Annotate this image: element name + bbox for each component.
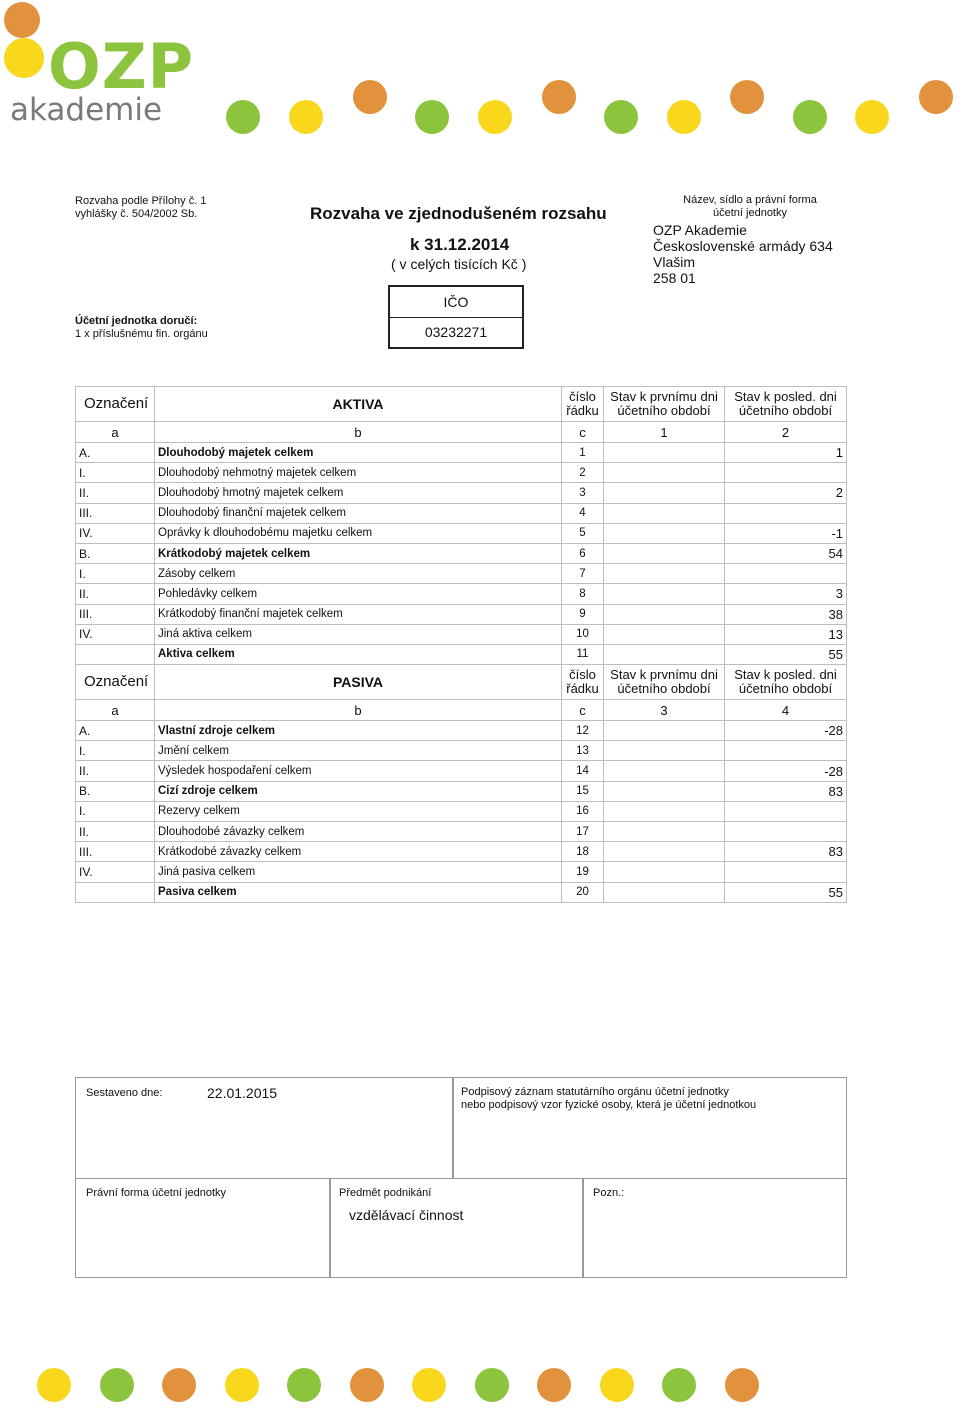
decorative-dot: [353, 80, 387, 114]
row-designation: IV.: [76, 624, 155, 644]
table-row: [76, 801, 847, 821]
logo-orange-dot: [4, 2, 40, 38]
row-value-end: 55: [725, 644, 847, 664]
row-name: Jiná pasiva celkem: [155, 862, 562, 882]
row-designation: [76, 882, 155, 902]
entity-label-line: Název, sídlo a právní forma: [683, 194, 817, 206]
table-row: [76, 721, 847, 741]
business-label: Předmět podnikání: [339, 1187, 432, 1199]
row-value-start: [604, 483, 725, 503]
row-designation: I.: [76, 801, 155, 821]
pasiva-subheader-cell: c: [562, 700, 604, 721]
decorative-dot: [667, 100, 701, 134]
row-value-start: [604, 761, 725, 781]
decorative-dot: [350, 1368, 384, 1402]
row-designation: A.: [76, 721, 155, 741]
row-number: 16: [562, 801, 604, 821]
row-designation: IV.: [76, 862, 155, 882]
row-value-end: 2: [725, 483, 847, 503]
row-value-end: [725, 822, 847, 842]
table-row: [76, 822, 847, 842]
business-value: vzdělávací činnost: [349, 1207, 464, 1223]
law-reference: [75, 195, 206, 221]
row-name: Krátkodobý finanční majetek celkem: [155, 604, 562, 624]
row-value-end: 3: [725, 584, 847, 604]
table-row: [76, 761, 847, 781]
row-value-end: [725, 862, 847, 882]
row-number: 19: [562, 862, 604, 882]
row-number: 20: [562, 882, 604, 902]
pasiva-subheader-cell: 3: [604, 700, 725, 721]
row-value-end: 54: [725, 543, 847, 563]
document-title: Rozvaha ve zjednodušeném rozsahu: [310, 204, 607, 223]
table-row: [76, 543, 847, 563]
decorative-dot: [415, 100, 449, 134]
row-number: 7: [562, 564, 604, 584]
row-value-start: [604, 624, 725, 644]
logo-subtitle: akademie: [10, 92, 163, 128]
decorative-dot: [475, 1368, 509, 1402]
row-value-start: [604, 523, 725, 543]
row-value-end: [725, 463, 847, 483]
decorative-dot: [287, 1368, 321, 1402]
decorative-dot: [730, 80, 764, 114]
signature-label-line: Podpisový záznam statutárního orgánu účetní jednotky: [461, 1086, 729, 1098]
row-value-start: [604, 443, 725, 463]
decorative-dot: [226, 100, 260, 134]
row-value-start: [604, 604, 725, 624]
table-row: [76, 741, 847, 761]
row-designation: III.: [76, 503, 155, 523]
table-row: [76, 463, 847, 483]
row-value-end: [725, 801, 847, 821]
pasiva-header-cell: číslo řádku: [562, 665, 604, 700]
row-value-end: 83: [725, 842, 847, 862]
entity-postcode: 258 01: [653, 270, 696, 286]
row-value-start: [604, 801, 725, 821]
table-row: [76, 624, 847, 644]
compiled-box: [75, 1077, 454, 1179]
aktiva-header-cell: Stav k prvnímu dni účetního období: [604, 387, 725, 422]
row-value-end: -28: [725, 761, 847, 781]
row-value-start: [604, 644, 725, 664]
table-row: [76, 584, 847, 604]
decorative-dot: [37, 1368, 71, 1402]
law-reference-line: Rozvaha podle Přílohy č. 1: [75, 195, 207, 207]
table-row: [76, 523, 847, 543]
table-row: [76, 862, 847, 882]
entity-name: OZP Akademie: [653, 222, 747, 238]
row-number: 15: [562, 781, 604, 801]
balance-date: k 31.12.2014: [410, 235, 510, 254]
row-name: Dlouhodobý majetek celkem: [155, 443, 562, 463]
row-number: 9: [562, 604, 604, 624]
row-number: 11: [562, 644, 604, 664]
row-value-start: [604, 584, 725, 604]
aktiva-header-cell: Stav k posled. dni účetního období: [725, 387, 847, 422]
row-name: Aktiva celkem: [155, 644, 562, 664]
aktiva-subheader-cell: 1: [604, 422, 725, 443]
row-name: Rezervy celkem: [155, 801, 562, 821]
row-value-end: -28: [725, 721, 847, 741]
pasiva-header-cell: PASIVA: [155, 665, 562, 700]
entity-street: Československé armády 634: [653, 238, 833, 254]
table-row: [76, 483, 847, 503]
row-number: 14: [562, 761, 604, 781]
decorative-dot: [225, 1368, 259, 1402]
entity-label-line: účetní jednotky: [713, 207, 787, 219]
row-number: 12: [562, 721, 604, 741]
pasiva-subheader-row: [76, 700, 847, 721]
row-name: Dlouhodobý finanční majetek celkem: [155, 503, 562, 523]
note-box: [582, 1178, 847, 1278]
pasiva-subheader-cell: a: [76, 700, 155, 721]
table-row: [76, 842, 847, 862]
row-value-start: [604, 882, 725, 902]
units-note: ( v celých tisících Kč ): [391, 256, 527, 272]
row-number: 5: [562, 523, 604, 543]
row-name: Pohledávky celkem: [155, 584, 562, 604]
row-designation: I.: [76, 741, 155, 761]
row-number: 1: [562, 443, 604, 463]
table-row: [76, 781, 847, 801]
decorative-dot: [478, 100, 512, 134]
row-designation: III.: [76, 842, 155, 862]
row-number: 2: [562, 463, 604, 483]
decorative-dot: [289, 100, 323, 134]
decorative-dot: [542, 80, 576, 114]
row-value-start: [604, 543, 725, 563]
row-number: 8: [562, 584, 604, 604]
decorative-dot: [537, 1368, 571, 1402]
row-designation: II.: [76, 483, 155, 503]
pasiva-header-row: [76, 665, 847, 700]
row-value-end: -1: [725, 523, 847, 543]
row-value-end: [725, 741, 847, 761]
row-number: 18: [562, 842, 604, 862]
table-row: [76, 564, 847, 584]
table-row: [76, 443, 847, 463]
row-name: Oprávky k dlouhodobému majetku celkem: [155, 523, 562, 543]
row-name: Krátkodobý majetek celkem: [155, 543, 562, 563]
ico-box: [388, 285, 524, 349]
row-name: Dlouhodobý hmotný majetek celkem: [155, 483, 562, 503]
row-name: Jiná aktiva celkem: [155, 624, 562, 644]
pasiva-header-cell: Označení: [76, 665, 155, 700]
row-number: 17: [562, 822, 604, 842]
row-name: Dlouhodobé závazky celkem: [155, 822, 562, 842]
law-reference-line: vyhlášky č. 504/2002 Sb.: [75, 208, 198, 220]
row-value-end: 83: [725, 781, 847, 801]
row-value-start: [604, 463, 725, 483]
entity-label: [680, 194, 820, 220]
row-designation: II.: [76, 584, 155, 604]
row-designation: III.: [76, 604, 155, 624]
logo-brand: OZP: [48, 30, 195, 103]
compiled-label: Sestaveno dne:: [86, 1087, 163, 1099]
row-designation: B.: [76, 781, 155, 801]
row-designation: II.: [76, 822, 155, 842]
table-row: [76, 503, 847, 523]
delivery-label: Účetní jednotka doručí:: [75, 315, 198, 327]
pasiva-header-cell: Stav k posled. dni účetního období: [725, 665, 847, 700]
row-name: Zásoby celkem: [155, 564, 562, 584]
ico-value: 03232271: [424, 324, 488, 340]
row-value-start: [604, 741, 725, 761]
decorative-dot: [793, 100, 827, 134]
aktiva-header-cell: Označení: [76, 387, 155, 422]
row-value-end: 38: [725, 604, 847, 624]
aktiva-subheader-cell: b: [155, 422, 562, 443]
row-name: Výsledek hospodaření celkem: [155, 761, 562, 781]
row-value-end: [725, 503, 847, 523]
signature-label-line: nebo podpisový vzor fyzické osoby, která je účetní jednotkou: [461, 1099, 757, 1111]
row-number: 6: [562, 543, 604, 563]
pasiva-subheader-cell: 4: [725, 700, 847, 721]
decorative-dot: [100, 1368, 134, 1402]
logo-yellow-dot: [4, 38, 44, 78]
row-designation: [76, 644, 155, 664]
compiled-date: 22.01.2015: [207, 1085, 278, 1101]
ico-label: IČO: [390, 287, 522, 318]
delivery-value: 1 x příslušnému fin. orgánu: [75, 328, 208, 340]
row-name: Vlastní zdroje celkem: [155, 721, 562, 741]
balance-table: [75, 386, 847, 903]
entity-info: [653, 222, 833, 286]
decorative-dot: [919, 80, 953, 114]
row-number: 13: [562, 741, 604, 761]
row-value-end: [725, 564, 847, 584]
decorative-dot: [604, 100, 638, 134]
aktiva-header-cell: AKTIVA: [155, 387, 562, 422]
row-designation: II.: [76, 761, 155, 781]
aktiva-header-cell: číslo řádku: [562, 387, 604, 422]
decorative-dot: [412, 1368, 446, 1402]
pasiva-subheader-cell: b: [155, 700, 562, 721]
row-value-start: [604, 503, 725, 523]
legal-form-label: Právní forma účetní jednotky: [86, 1187, 227, 1199]
decorative-dot: [600, 1368, 634, 1402]
row-value-start: [604, 721, 725, 741]
entity-city: Vlašim: [653, 254, 696, 270]
row-value-start: [604, 862, 725, 882]
row-name: Cizí zdroje celkem: [155, 781, 562, 801]
legal-form-box: [75, 1178, 331, 1278]
row-number: 3: [562, 483, 604, 503]
table-row: [76, 882, 847, 902]
aktiva-subheader-row: [76, 422, 847, 443]
business-box: [329, 1178, 584, 1278]
aktiva-subheader-cell: 2: [725, 422, 847, 443]
row-name: Krátkodobé závazky celkem: [155, 842, 562, 862]
aktiva-subheader-cell: a: [76, 422, 155, 443]
signature-box: [452, 1077, 847, 1179]
note-label: Pozn.:: [593, 1187, 625, 1199]
pasiva-header-cell: Stav k prvnímu dni účetního období: [604, 665, 725, 700]
row-designation: I.: [76, 564, 155, 584]
row-number: 4: [562, 503, 604, 523]
delivery-note: [75, 315, 208, 341]
row-designation: A.: [76, 443, 155, 463]
decorative-dot: [162, 1368, 196, 1402]
signature-label: [461, 1086, 756, 1112]
row-value-start: [604, 842, 725, 862]
row-value-end: 55: [725, 882, 847, 902]
row-value-end: 13: [725, 624, 847, 644]
decorative-dot: [725, 1368, 759, 1402]
table-row: [76, 604, 847, 624]
decorative-dot: [855, 100, 889, 134]
row-name: Dlouhodobý nehmotný majetek celkem: [155, 463, 562, 483]
aktiva-subheader-cell: c: [562, 422, 604, 443]
row-value-start: [604, 564, 725, 584]
decorative-dot: [662, 1368, 696, 1402]
row-name: Jmění celkem: [155, 741, 562, 761]
row-value-start: [604, 781, 725, 801]
row-number: 10: [562, 624, 604, 644]
row-designation: I.: [76, 463, 155, 483]
row-designation: B.: [76, 543, 155, 563]
row-name: Pasiva celkem: [155, 882, 562, 902]
table-row: [76, 644, 847, 664]
aktiva-header-row: [76, 387, 847, 422]
row-value-end: 1: [725, 443, 847, 463]
row-designation: IV.: [76, 523, 155, 543]
row-value-start: [604, 822, 725, 842]
